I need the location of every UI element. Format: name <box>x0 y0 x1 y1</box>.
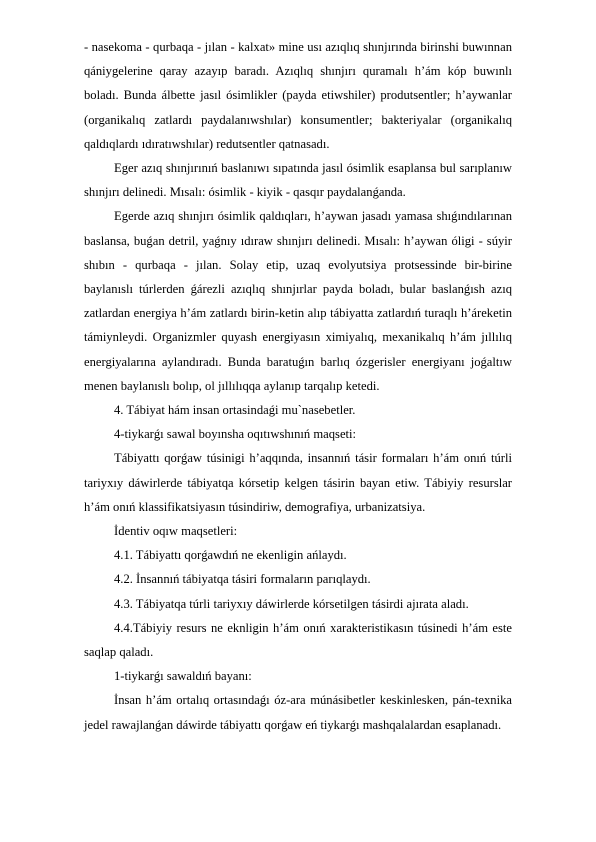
learning-goals-heading: İdentiv oqıw maqsetleri: <box>114 524 238 539</box>
paragraph-consumption-chain: Eger azıq shınjırınıń baslanıwı sıpatında jasıl ósimlik esaplansa bul sarıplanıw shınjırı delinedi. Mısalı: ósimlik - kiyik - qasqır paydalanǵanda. <box>84 161 512 200</box>
paragraph-human-environment: İnsan h’ám ortalıq ortasındaǵı óz-ara múnásibetler keskinlesken, pán-texnika jedel rawajlanǵan dáwirde tábiyattı qorǵaw eń tiykarǵı mashqalalardan esaplanadı. <box>84 693 512 732</box>
learning-goal-item: 4.2. İnsannıń tábiyatqa tásiri formaların parıqlaydı. <box>114 572 371 587</box>
section-heading-4: 4. Tábiyat hám insan ortasindaǵi mu`nasebetler. <box>114 403 356 418</box>
teacher-goal-heading: 4-tiykarǵı sawal boyınsha oqıtıwshınıń maqseti: <box>114 427 357 442</box>
document-page <box>84 35 512 737</box>
learning-goal-item: 4.1. Tábiyattı qorǵawdıń ne ekenligin ańlaydı. <box>114 548 347 563</box>
learning-goal-item: 4.4.Tábiyiy resurs ne eknligin h’ám onıń xarakteristikasın túsinedi h’ám este saqlap qaladı. <box>84 620 512 660</box>
question-statement-heading: 1-tiykarǵı sawaldıń bayanı: <box>114 669 252 684</box>
paragraph-teacher-goal: Tábiyattı qorǵaw túsinigi h’aqqında, insannıń tásir formaları h’ám onıń túrli tariyxıy dáwirlerde tábiyatqa kórsetip kelgen tásirin bayan etiw. Tábiyiy resurslar h’ám onıń klassifikatsiyasın túsindiriw, demografiya, urbanizatsiya. <box>84 451 512 514</box>
paragraph-food-chain-intro: - nasekoma - qurbaqa - jılan - kalxat» mine usı azıqlıq shınjırında birinshi buwınnan qániygelerine qaray azayıp baradı. Azıqlıq shınjırı quramalı h’ám kóp buwınlı boladı. Bunda álbette jasıl ósimlikler (payda etiwshiler) produtsentler; h’aywanlar (organikalıq zatlardı paydalanıwshılar) konsumentler; bakteriyalar (organikalıq qaldıqlardı ıdıratıwshılar) redutsentler qatnasadı. <box>84 40 512 151</box>
learning-goal-item: 4.3. Tábiyatqa túrli tariyxıy dáwirlerde kórsetilgen tásirdi ajırata aladı. <box>114 596 469 611</box>
paragraph-detritus-chain: Egerde azıq shınjırı ósimlik qaldıqları, h’aywan jasadı yamasa shıǵındılarınan baslansa, buǵan detril, yaǵnıy ıdıraw shınjırı delinedi. Mısalı: h’aywan óligi - súyir shıbın - qurbaqa - jılan. Solay etip, uzaq evolyutsiya protsessinde bir-birine baylanıslı túrlerden ǵárezli azıqlıq shınjırlar payda boladı, bular baslanǵısh azıq zatlardan energiya h’ám zatlardı birin-ketin alıp tábiyatta zatlardıń turaqlı h’áreketin támiynleydi. Organizmler quyash energiyasın ximiyalıq, mexanikalıq h’ám jıllılıq energiyalarına aylandıradı. Bunda baratuǵın barlıq ózgerisler energiyanı joǵaltıw menen baylanıslı bolıp, ol jıllılıqqa aylanıp tarqalıp ketedi. <box>84 209 512 393</box>
